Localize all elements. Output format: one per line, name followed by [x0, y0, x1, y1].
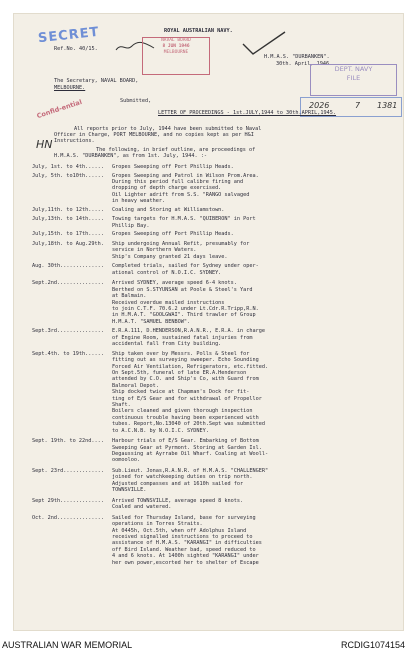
entry-text: oomooloo.: [112, 457, 141, 464]
entry-date: July,13th. to 14th.....: [32, 216, 104, 223]
entry-text: at Balmain.: [112, 293, 147, 300]
entry-text: On Sept.5th, funeral of late ER.A.Henderson: [112, 370, 247, 376]
entry-date: Sept.2nd...............: [32, 280, 104, 287]
entry-date: Sept 29th..............: [32, 497, 104, 504]
intro-line: Instructions.: [54, 138, 95, 144]
entry-text: Completed trials, sailed for Sydney under oper-: [112, 263, 259, 270]
entry-text: fitting out as surveying sweeper. Echo Sounding: [112, 357, 259, 364]
entry-date: Oct. 2nd...............: [32, 514, 104, 521]
entry-text: to A.C.N.B. by N.O.I.C. SYDNEY.: [112, 427, 209, 434]
received-stamp-line: MELBOURNE: [163, 50, 189, 55]
entry-text: Boilers cleaned and given thorough inspection: [112, 408, 253, 415]
entry-text: Ship's Company granted 21 days leave.: [112, 253, 228, 260]
entry-date: July,18th. to Aug.29th.: [32, 241, 104, 247]
entry-text: Arrived TOWNSVILLE, average speed 8 knots.: [112, 497, 244, 504]
entry-text: At 0445h, Oct.5th, when off Adolphus Island: [112, 527, 247, 534]
entry-text: E.R.A.111, D.HENDERSON,R.A.N.R., E.R.A. in charge: [112, 328, 266, 335]
entry-date: Sept. 23rd.............: [32, 468, 104, 474]
entry-text: Towing targets for H.M.A.S. "QUIBERON" in Port: [112, 216, 256, 223]
entry-text: operations in Torres Straits.: [112, 521, 203, 528]
entry-text: Adjusted compasses and at 1610h sailed for: [112, 480, 244, 487]
received-stamp-line: 8 JUN 1946: [162, 44, 190, 49]
entry-text: received signalled instructions to proceed to: [112, 534, 253, 540]
entry-text: Received overdue mailed instructions: [112, 299, 225, 306]
intro-line: All reports prior to July, 1944 have been submitted to Naval: [74, 126, 262, 132]
entry-text: Forced Air Ventilation, Refrigerators, etc.fitted.: [112, 363, 269, 370]
submitted-line: Submitted,: [120, 98, 152, 104]
entry-text: to join C.T.F. 70.6.2 under Lt.Cdr.R.Tripp,R.N.: [112, 306, 259, 312]
entry-text: Arrived SYDNEY, average speed 6-4 knots.: [112, 280, 237, 287]
entry-text: Berthed on S.STYUNSAN at Poole & Steel's Yard: [112, 286, 253, 293]
entry-text: her own power,escorted her to shelter of Escape: [112, 559, 259, 566]
entry-text: Harbour trials of E/S Gear. Embarking of Bottom: [112, 438, 259, 445]
entry-text: Gropes Sweeping off Port Phillip Heads.: [112, 164, 234, 170]
dept-navy-stamp: [310, 64, 397, 96]
entry-text: Ship docked twice at Chapman's Dock for fit-: [112, 389, 250, 396]
entry-text: dropping of depth charge exercised.: [112, 185, 222, 192]
entry-text: During this period full calibre firing and: [112, 179, 244, 185]
received-date-stamp: [142, 37, 210, 75]
intro-line: H.M.A.S. "DURBANKEN", as from 1st. July, 1944. :-: [54, 153, 208, 159]
entry-date: Sept. 19th. to 22nd....: [32, 438, 104, 445]
entry-text: ational control of N.O.I.C. SYDNEY.: [112, 269, 222, 276]
entry-text: assistance of H.M.A.S. "KARANGI" in difficulties: [112, 540, 262, 547]
entry-text: service in Northern Waters.: [112, 247, 197, 254]
tick-mark-icon: [239, 30, 289, 56]
recipient-line: The Secretary, NAVAL BOARD,: [54, 78, 139, 84]
entry-text: Phillip Bay.: [112, 222, 150, 229]
footer-source: AUSTRALIAN WAR MEMORIAL: [2, 640, 133, 650]
intro-line: Officer in Charge, PORT MELBOURNE, and no copies kept as per H&I: [54, 132, 254, 138]
entry-date: July,11th. to 12th.....: [32, 206, 104, 213]
entry-text: ting of E/S Gear and for withdrawal of Propellor: [112, 395, 262, 402]
subject-line: LETTER OF PROCEEDINGS - 1st.JULY,1944 to 30th.APRIL,1945.: [158, 110, 337, 116]
file-number: 7: [355, 101, 361, 110]
entry-text: Shaft.: [112, 402, 131, 408]
reference-number: Ref.No. 40/15.: [54, 46, 98, 52]
entry-text: Coaled and watered.: [112, 504, 172, 511]
letter-date: 30th. April, 1946.: [276, 61, 333, 67]
navy-heading: ROYAL AUSTRALIAN NAVY.: [164, 28, 233, 34]
file-number: 1381: [377, 101, 398, 110]
entry-text: joined for watchkeeping duties on trip north.: [112, 474, 253, 481]
file-number: 2026: [309, 101, 330, 110]
entry-text: Gropes Sweeping off Port Phillip Heads.: [112, 231, 234, 238]
entry-date: Sept.3rd...............: [32, 328, 104, 335]
dept-stamp-line: DEPT. NAVY: [334, 65, 373, 73]
dept-stamp-line: FILE: [346, 74, 361, 82]
footer-id: RCDIG1074154: [341, 640, 406, 650]
entry-date: Aug. 30th..............: [32, 263, 104, 270]
entry-date: Sept.4th. to 19th......: [32, 350, 104, 357]
intro-line: The following, in brief outline, are proceedings of: [96, 147, 256, 153]
entry-text: Coaling and Storing at Williamstown.: [112, 206, 225, 213]
entry-text: of Engine Room, sustained fatal injuries from: [112, 334, 253, 341]
entry-text: accidental fall from City building.: [112, 341, 222, 348]
entry-date: July, 5th. to10th......: [32, 172, 104, 179]
entry-text: TOWNSVILLE.: [112, 487, 147, 494]
entry-text: Sailed for Thursday Island, base for surveying: [112, 514, 256, 521]
entry-text: Degaussing at Ayrrabe Oil Wharf. Coaling at Wooll-: [112, 451, 269, 457]
entry-date: July, 1st. to 4th......: [32, 164, 104, 170]
entry-text: Sweeping Gear at Pyrmont. Storing at Garden Isl.: [112, 444, 262, 451]
entry-text: 4 and 6 knots. At 1400h sighted "KARANGI" under: [112, 553, 259, 560]
entry-text: Balmoral Depot.: [112, 382, 159, 389]
ship-name: H.M.A.S. "DURBANKEN".: [264, 54, 330, 60]
handwritten-hn: HN: [36, 138, 53, 151]
received-stamp-line: NAVAL BOARD: [161, 38, 191, 43]
entry-text: attended by C.O. and Ship's Co, with Guard from: [112, 376, 259, 383]
entry-text: in heavy weather.: [112, 198, 166, 205]
entry-text: off Bird Island. Weather bad, speed reduced to: [112, 546, 256, 553]
entry-text: continuous trouble having been experienced with: [112, 414, 259, 421]
entry-date: July,15th. to 17th.....: [32, 231, 104, 238]
entry-text: in H.M.A.T. "GOOLGWAI". Third trawler of Group: [112, 312, 256, 319]
entry-text: H.M.A.T. "SAMUEL BENBOW".: [112, 318, 191, 325]
confidential-stamp: Confid-ential: [35, 97, 83, 121]
entry-text: Ship undergoing Annual Refit, presumably for: [112, 241, 250, 247]
secret-stamp: SECRET: [37, 24, 101, 47]
document-page: [14, 14, 403, 630]
entry-text: Ship taken over by Messrs. Polls & Steel for: [112, 350, 250, 357]
entry-text: Sub.Lieut. Jonas,R.A.N.R. of H.M.A.S. "CHALLENGER": [112, 468, 269, 474]
entry-text: Oil Lighter adrift from S.S. "RANGO salvaged: [112, 191, 250, 198]
entry-text: tubes. Report,No.13040 of 20th.Sept was submitted: [112, 421, 266, 428]
entry-text: Gropes Sweeping and Patrol in Wilson Prom.Area.: [112, 172, 259, 179]
recipient-city: MELBOURNE.: [54, 85, 86, 91]
